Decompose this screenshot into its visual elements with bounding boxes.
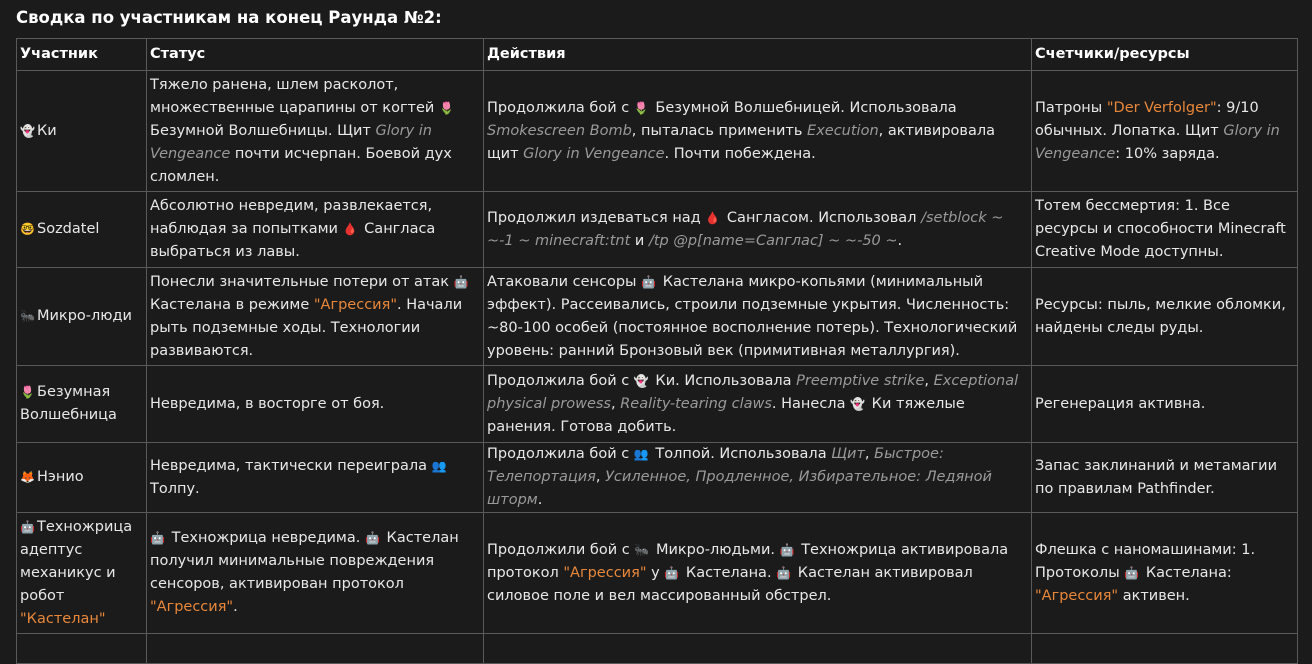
blood-drop-icon: 🩸 — [342, 222, 358, 236]
table-row — [17, 443, 1298, 513]
table-header-row — [17, 39, 1298, 71]
actions-cell: Продолжила бой с 🌷 Безумной Волшебницей. Использовала Smokescreen Bomb, пыталась применить Execution, активировала щит Glory in Vengeance. Почти побеждена. — [484, 71, 1032, 192]
ghost-icon: 👻 — [633, 373, 649, 388]
table-row — [17, 192, 1298, 268]
tulip-icon: 🌷 — [633, 100, 649, 115]
counters-cell: Запас заклинаний и метамагии по правилам Pathfinder. — [1032, 443, 1298, 513]
status-cell: Понесли значительные потери от атак 🤖 Кастелана в режиме "Агрессия". Начали рыть подземные ходы. Технологии развиваются. — [147, 268, 484, 366]
participant-cell: 🤓 Sozdatel — [17, 192, 147, 268]
robot-icon: 🤖 — [20, 519, 35, 534]
nerd-face-icon: 🤓 — [20, 222, 35, 236]
robot-icon: 🤖 — [779, 542, 795, 557]
actions-cell: Продолжила бой с 👥 Толпой. Использовала Щит, Быстрое: Телепортация, Усиленное, Продленное, Избирательное: Ледяной шторм. — [484, 443, 1032, 513]
status-cell: Невредима, тактически переиграла 👥 Толпу. — [147, 443, 484, 513]
tulip-icon: 🌷 — [20, 385, 35, 399]
robot-icon: 🤖 — [641, 274, 657, 289]
participant-cell: 🐜 Микро-люди — [17, 268, 147, 366]
participant-cell: 🤖 Техножрица адептус механикус и робот "Кастелан" — [17, 513, 147, 634]
ant-icon: 🐜 — [634, 542, 650, 557]
robot-icon: 🤖 — [364, 531, 380, 545]
participants-table — [16, 38, 1298, 664]
page-title: Сводка по участникам на конец Раунда №2: — [16, 8, 442, 27]
header-status: Статус — [147, 39, 484, 71]
counters-cell: Патроны "Der Verfolger": 9/10 обычных. Лопатка. Щит Glory in Vengeance: 10% заряда. — [1032, 71, 1298, 192]
robot-icon: 🤖 — [776, 565, 792, 580]
crowd-icon: 👥 — [633, 447, 649, 461]
status-cell: 🤖 Техножрица невредима. 🤖 Кастелан получил минимальные повреждения сенсоров, активирован протокол "Агрессия". — [147, 513, 484, 634]
header-actions: Действия — [484, 39, 1032, 71]
actions-cell: Продолжила бой с 👻 Ки. Использовала Preemptive strike, Exceptional physical prowess, Reality-tearing claws. Нанесла 👻 Ки тяжелые ранения. Готова добить. — [484, 366, 1032, 443]
status-cell: Невредима, в восторге от боя. — [147, 366, 484, 443]
fox-icon: 🦊 — [20, 470, 35, 484]
table-row — [17, 366, 1298, 443]
participant-cell: 👻 Ки — [17, 71, 147, 192]
header-participant: Участник — [17, 39, 147, 71]
status-cell: Абсолютно невредим, развлекается, наблюдая за попытками 🩸 Сангласа выбраться из лавы. — [147, 192, 484, 268]
table-row — [17, 634, 1298, 664]
robot-icon: 🤖 — [150, 531, 165, 545]
actions-cell: Продолжил издеваться над 🩸 Сангласом. Использовал /setblock ~ ~-1 ~ minecraft:tnt и /tp @p[name=Сanглас] ~ ~-50 ~. — [484, 192, 1032, 268]
header-counters: Счетчики/ресурсы — [1032, 39, 1298, 71]
participant-cell: 🦊 Нэнио — [17, 443, 147, 513]
ghost-icon: 👻 — [20, 123, 35, 138]
participant-cell: 🌷 Безумная Волшебница — [17, 366, 147, 443]
table-row — [17, 71, 1298, 192]
table-row — [17, 268, 1298, 366]
counters-cell: Тотем бессмертия: 1. Все ресурсы и способности Minecraft Creative Mode доступны. — [1032, 192, 1298, 268]
tulip-icon: 🌷 — [438, 100, 454, 115]
robot-icon: 🤖 — [664, 565, 680, 580]
status-cell: Тяжело ранена, шлем расколот, множественные царапины от когтей 🌷 Безумной Волшебницы. Щит Glory in Vengeance почти исчерпан. Боевой дух сломлен. — [147, 71, 484, 192]
robot-icon: 🤖 — [1124, 565, 1140, 580]
robot-icon: 🤖 — [453, 274, 469, 289]
crowd-icon: 👥 — [431, 458, 447, 473]
table-row — [17, 513, 1298, 634]
actions-cell: Продолжили бой с 🐜 Микро-людьми. 🤖 Техножрица активировала протокол "Агрессия" у 🤖 Кастелана. 🤖 Кастелан активировал силовое поле и вел массированный обстрел. — [484, 513, 1032, 634]
ghost-icon: 👻 — [850, 396, 866, 411]
counters-cell: Флешка с наномашинами: 1. Протоколы 🤖 Кастелана: "Агрессия" активен. — [1032, 513, 1298, 634]
actions-cell: Атаковали сенсоры 🤖 Кастелана микро-копьями (минимальный эффект). Рассеивались, строили подземные укрытия. Численность: ~80-100 особей (постоянное восполнение потерь). Технологический уровень: ранний Бронзовый век (примитивная металлургия). — [484, 268, 1032, 366]
ant-icon: 🐜 — [20, 309, 35, 323]
counters-cell: Ресурсы: пыль, мелкие обломки, найдены следы руды. — [1032, 268, 1298, 366]
blood-drop-icon: 🩸 — [705, 210, 721, 225]
counters-cell: Регенерация активна. — [1032, 366, 1298, 443]
